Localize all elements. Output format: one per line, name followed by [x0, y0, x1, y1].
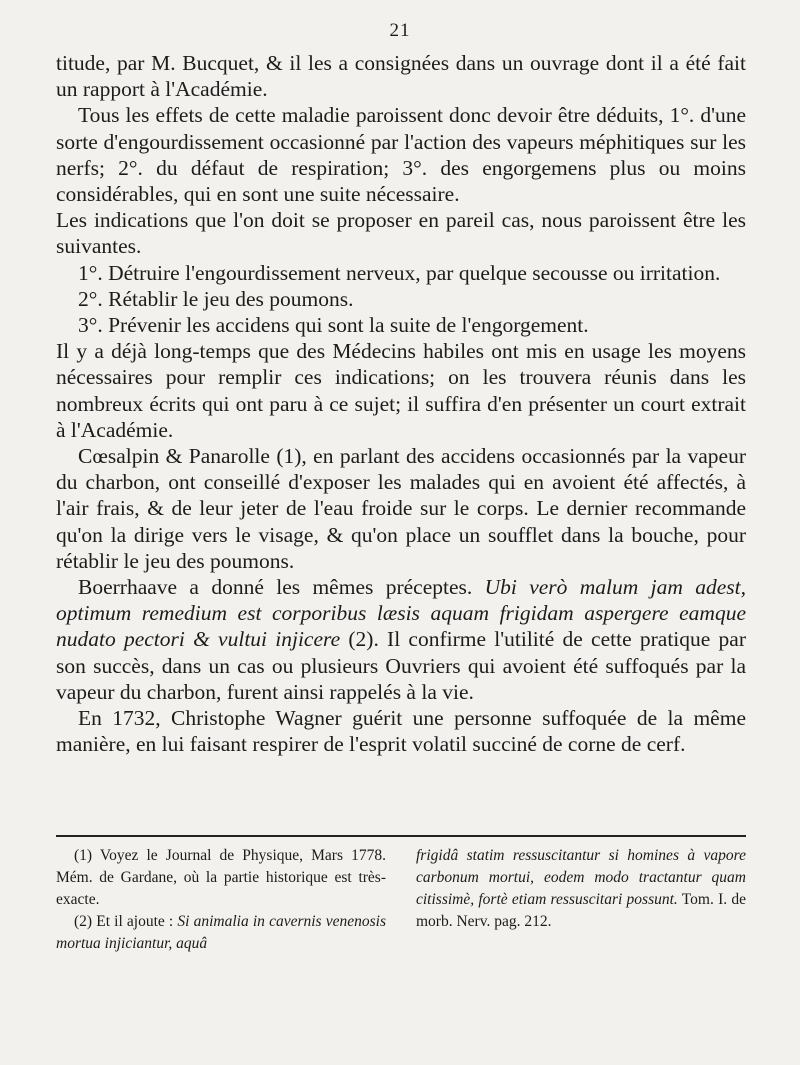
boerhaave-after: (2). Il confirme l'utilité de cette pratique par son succès, dans un cas ou plusieurs Ouvriers qui avoient été suffoqués par la vapeur du charbon, furent ainsi rappelés à la vie.	[56, 627, 746, 704]
footnote-2	[56, 911, 386, 955]
main-text	[56, 50, 746, 757]
footnote-rule	[56, 835, 746, 837]
boerhaave-lead: Boerrhaave a donné les mêmes préceptes.	[78, 575, 485, 600]
paragraph-wagner: En 1732, Christophe Wagner guérit une personne suffoquée de la même manière, en lui faisant respirer de l'esprit volatil succiné de corne de cerf.	[56, 706, 746, 757]
paragraph-effects: Tous les effets de cette maladie paroissent donc devoir être déduits, 1°. d'une sorte d'engourdissement occasionné par l'action des vapeurs méphitiques sur les nerfs; 2°. du défaut de respiration; 3°. des engorgemens plus ou moins considérables, qui en sont une suite nécessaire.	[56, 103, 746, 207]
footnotes	[56, 845, 746, 955]
footnote-1: (1) Voyez le Journal de Physique, Mars 1778. Mém. de Gardane, où la partie historique est très-exacte.	[56, 847, 386, 908]
footnotes-left-column	[56, 845, 386, 955]
paragraph-physicians: Il y a déjà long-temps que des Médecins habiles ont mis en usage les moyens nécessaires pour remplir ces indications; on les trouvera réunis dans les nombreux écrits qui ont paru à ce sujet; il suffira d'en présenter un court extrait à l'Académie.	[56, 339, 746, 442]
paragraph-boerhaave	[56, 574, 746, 705]
footnotes-right-column	[416, 845, 746, 955]
footnote-2-reference: Tom. I. de morb. Nerv. pag. 212.	[416, 891, 746, 930]
footnote-2-latin: Si animalia in cavernis venenosis mortua injiciantur, aquâ	[56, 913, 387, 952]
indication-1: 1°. Détruire l'engourdissement nerveux, par quelque secousse ou irritation.	[78, 260, 721, 285]
footnote-2-lead: (2) Et il ajoute :	[74, 913, 178, 930]
paragraph-indications: Les indications que l'on doit se proposer en pareil cas, nous paroissent être les suivantes.	[56, 208, 746, 259]
paragraph-caesalpin: Cœsalpin & Panarolle (1), en parlant des accidens occasionnés par la vapeur du charbon, ont conseillé d'exposer les malades qui en avoient été affectés, à l'air frais, & de leur jeter de l'eau froide sur le corps. Le dernier recommande qu'on la dirige vers le visage, & qu'on place un soufflet dans la bouche, pour rétablir le jeu des poumons.	[56, 444, 746, 573]
boerhaave-latin-quote: Ubi verò malum jam adest, optimum remedium est corporibus læsis aquam frigidam aspergere eamque nudato pectori & vultui injicere	[56, 575, 746, 652]
footnote-2-latin-cont: frigidâ statim ressuscitantur si homines à vapore carbonum mortui, eodem modo tractantur quam citissimè, fortè etiam ressuscitari possunt.	[416, 847, 746, 908]
page-number: 21	[389, 20, 411, 41]
indication-3: 3°. Prévenir les accidens qui sont la suite de l'engorgement.	[78, 313, 589, 338]
paragraph-continuation: titude, par M. Bucquet, & il les a consignées dans un ouvrage dont il a été fait un rapport à l'Académie.	[56, 51, 746, 102]
footnote-2-continuation	[416, 845, 746, 933]
indication-2: 2°. Rétablir le jeu des poumons.	[78, 286, 354, 311]
